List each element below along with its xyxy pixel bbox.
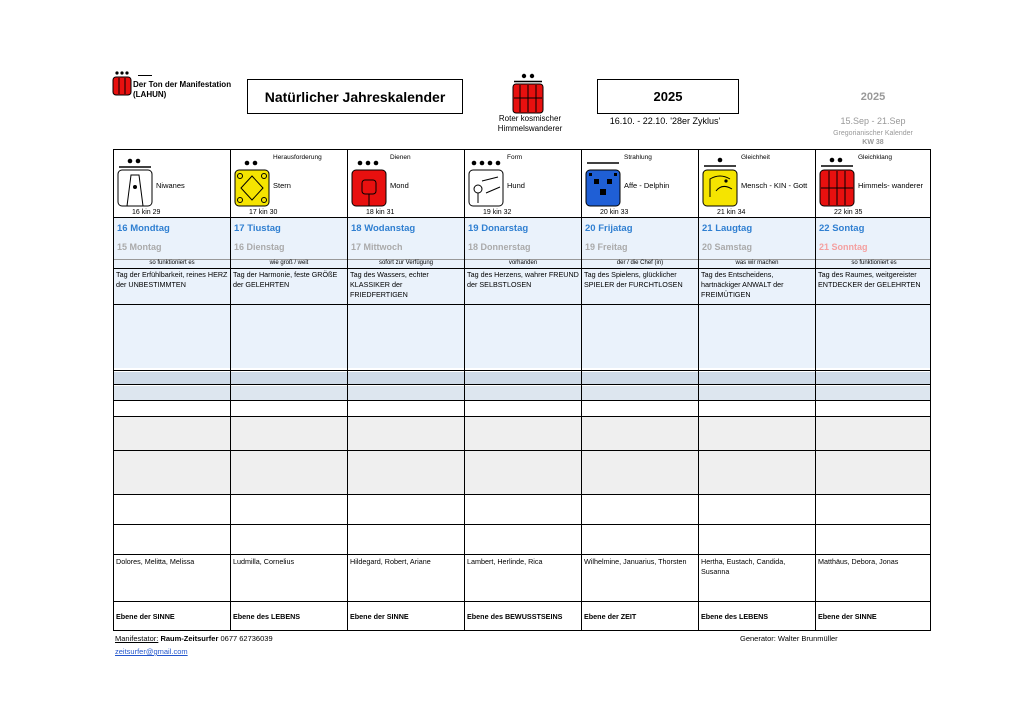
- gregorian-day: 19 Freitag: [585, 242, 628, 252]
- seal-name: Himmels- wanderer: [858, 181, 924, 190]
- day-name: 16 Mondtag: [117, 223, 170, 234]
- tone-label: Der Ton der Manifestation (LAHUN): [133, 80, 232, 99]
- week-grid: [113, 149, 931, 631]
- red-skywalker-glyph-icon: [819, 169, 855, 207]
- day-column: [114, 150, 231, 630]
- day-description: Tag der Harmonie, feste GRÖßE der GELEHRTEN: [233, 270, 338, 289]
- day-name: 18 Wodanstag: [351, 223, 416, 234]
- gregorian-day: 17 Mittwoch: [351, 242, 403, 252]
- day-column: [348, 150, 465, 630]
- gregorian-day: 15 Montag: [117, 242, 162, 252]
- day-description: Tag des Herzens, wahrer FREUND der SELBSTLOSEN: [467, 270, 579, 289]
- gregorian-day: 21 Sonntag: [819, 242, 868, 252]
- white-serpent-glyph-icon: [117, 169, 153, 207]
- day-name: 19 Donarstag: [468, 223, 529, 234]
- day-column: [231, 150, 348, 630]
- tone-dots-icon: [351, 156, 387, 168]
- blue-monkey-glyph-icon: [585, 169, 621, 207]
- kin-number: 22 kin 35: [834, 209, 863, 216]
- day-name: 17 Tiustag: [234, 223, 281, 234]
- generator-label: Generator: Walter Brunmüller: [740, 634, 838, 643]
- kin-number: 17 kin 30: [249, 209, 278, 216]
- manifestator-line: [115, 634, 273, 643]
- tone-function: was wir machen: [735, 260, 779, 266]
- seal-name: Mensch - KIN - Gott: [741, 181, 808, 190]
- year-box: 2025: [597, 79, 739, 114]
- day-name: 20 Frijatag: [585, 223, 633, 234]
- name-days: Wilhelmine, Januarius, Thorsten: [584, 557, 687, 566]
- day-description: Tag des Spielens, glücklicher SPIELER der FURCHTLOSEN: [584, 270, 683, 289]
- tone-function: so funktioniert es: [149, 260, 195, 266]
- red-moon-glyph-icon: [351, 169, 387, 207]
- tone-dots-icon: [468, 156, 508, 168]
- gregorian-year: 2025: [860, 91, 886, 103]
- gregorian-day: 18 Donnerstag: [468, 242, 531, 252]
- gregorian-range: 15.Sep - 21.Sep: [840, 116, 906, 126]
- cycle-label: 16.10. - 22.10. '28er Zyklus': [609, 116, 721, 126]
- seal-name: Hund: [507, 181, 525, 190]
- name-days: Lambert, Herlinde, Rica: [467, 557, 543, 566]
- day-description: Tag des Entscheidens, hartnäckiger ANWALT der FREIMÜTIGEN: [701, 270, 784, 299]
- yellow-star-glyph-icon: [234, 169, 270, 207]
- tone-title: Form: [507, 154, 523, 161]
- day-column: [699, 150, 816, 630]
- gregorian-day: 20 Samstag: [702, 242, 753, 252]
- kin-number: 16 kin 29: [132, 209, 161, 216]
- tone-function: sofort zur Verfügung: [378, 260, 434, 266]
- manifestator-name: Raum-Zeitsurfer: [160, 634, 219, 643]
- day-description: Tag des Wassers, echter KLASSIKER der FRIEDFERTIGEN: [350, 270, 429, 299]
- tone-title: Gleichklang: [858, 154, 892, 161]
- kin-caption: Roter kosmischer Himmelswanderer: [497, 114, 563, 133]
- day-description: Tag der Erfühlbarkeit, reines HERZ der UNBESTIMMTEN: [116, 270, 228, 289]
- tone-dots-icon: [117, 156, 153, 168]
- level-label: Ebene des BEWUSSTSEINS: [467, 612, 563, 621]
- tone-function: der / die Chef (in): [616, 260, 664, 266]
- level-label: Ebene der SINNE: [818, 612, 877, 621]
- day-name: 21 Laugtag: [702, 223, 753, 234]
- day-column: [582, 150, 699, 630]
- tone-function: so funktioniert es: [851, 260, 897, 266]
- day-name: 22 Sontag: [819, 223, 865, 234]
- gregorian-label: Gregorianischer Kalender: [833, 130, 913, 137]
- seal-name: Mond: [390, 181, 409, 190]
- tone-dots-icon: [819, 156, 855, 168]
- level-label: Ebene des LEBENS: [701, 612, 769, 621]
- tone-title: Herausforderung: [273, 154, 322, 161]
- red-tone-glyph-icon: [112, 70, 132, 96]
- name-days: Hildegard, Robert, Ariane: [350, 557, 431, 566]
- tone-function: wie groß / weit: [269, 260, 309, 266]
- level-label: Ebene der SINNE: [350, 612, 409, 621]
- tone-title: Strahlung: [624, 154, 652, 161]
- yellow-human-glyph-icon: [702, 169, 738, 207]
- page-title: Natürlicher Jahreskalender: [247, 79, 463, 114]
- tone-dots-icon: [702, 156, 738, 168]
- seal-name: Niwanes: [156, 181, 185, 190]
- level-label: Ebene der ZEIT: [584, 612, 637, 621]
- red-cosmic-skywalker-glyph-icon: [511, 72, 545, 114]
- tone-title: Dienen: [390, 154, 411, 161]
- name-days: Matthäus, Debora, Jonas: [818, 557, 899, 566]
- seal-name: Stern: [273, 181, 291, 190]
- kin-number: 20 kin 33: [600, 209, 629, 216]
- manifestator-label: Manifestator:: [115, 634, 159, 643]
- tone-dots-icon: [234, 156, 270, 168]
- level-label: Ebene der SINNE: [116, 612, 175, 621]
- tone-bar: [138, 75, 152, 76]
- kin-number: 21 kin 34: [717, 209, 746, 216]
- name-days: Dolores, Melitta, Melissa: [116, 557, 195, 566]
- email-link[interactable]: zeitsurfer@gmail.com: [115, 647, 188, 656]
- day-description: Tag des Raumes, weitgereister ENTDECKER der GELEHRTEN: [818, 270, 921, 289]
- kin-number: 19 kin 32: [483, 209, 512, 216]
- tone-title: Gleichheit: [741, 154, 770, 161]
- calendar-week: KW 38: [862, 139, 884, 146]
- tone-bar-icon: [585, 156, 621, 168]
- seal-name: Affe - Delphin: [624, 181, 670, 190]
- kin-number: 18 kin 31: [366, 209, 395, 216]
- phone-number: 0677 62736039: [218, 634, 273, 643]
- day-column: [816, 150, 932, 630]
- gregorian-day: 16 Dienstag: [234, 242, 285, 252]
- tone-function: vorhanden: [508, 260, 538, 266]
- level-label: Ebene des LEBENS: [233, 612, 301, 621]
- name-days: Hertha, Eustach, Candida, Susanna: [701, 557, 786, 576]
- day-column: [465, 150, 582, 630]
- white-dog-glyph-icon: [468, 169, 504, 207]
- name-days: Ludmilla, Cornelius: [233, 557, 295, 566]
